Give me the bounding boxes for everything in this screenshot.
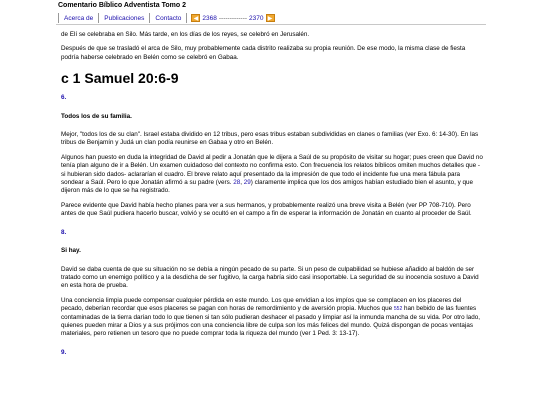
verse-number-6[interactable]: 6. xyxy=(61,94,67,102)
paragraph: Después de que se trasladó el arca de Silo, muy probablemente cada distrito realizaba su propia reunión. De ese modo, la misma clase de fiesta podría haberse celebrado en Belén como se celebró en Gabaa. xyxy=(61,45,466,61)
paragraph-text: , xyxy=(240,179,242,187)
paragraph-text: han bebido de las fuentes contaminadas de la tierra darían todo lo que tienen si tan sólo pudieran deshacer el pasado y limpiar así la inmunda mancha de su vida. Por otro lado, quienes pueden mirar a Dios y a sus prójimos con una conciencia libre de culpa son los más felices del mundo. Quizá dispongan de pocas ventajas materiales, pero retienen un tesoro que no puede comprar toda la riqueza del mundo (ver 1 Ped. 3: 13-17). xyxy=(61,305,480,338)
verse-heading-6: Todos los de su familia. xyxy=(61,112,132,120)
nav-publications-link[interactable]: Publicaciones xyxy=(104,14,145,22)
page-dashes: ------------- xyxy=(218,14,248,22)
prev-page-number[interactable]: 2368 xyxy=(202,14,217,22)
paragraph xyxy=(61,297,484,339)
verse-ref-link[interactable]: 28 xyxy=(233,179,241,187)
paragraph-text: Algunos han puesto en duda la integridad de David al pedir a Jonatán que le dijera a Saúl de su propósito de visitar su hogar; pues creen que David no tenía plan alguno de ir a Belén. Un examen cuidadoso del contexto no confirma esto. Con frecuencia los relatos bíblicos omiten muchos detalles que -si hubieran sido dados- aclararían el cuadro. El breve relato aquí presentado da la impresión de que todo el incidente fue una mera fábula para sondear a Saúl. Pero lo que Jonatán afirmó a su padre (vers. xyxy=(61,153,483,187)
verse-number-9[interactable]: 9. xyxy=(61,348,67,356)
book-title: Comentario Bíblico Adventista Tomo 2 xyxy=(58,2,186,9)
verse-number-8[interactable]: 8. xyxy=(61,228,67,236)
nav-about-link[interactable]: Acerca de xyxy=(64,14,94,22)
paragraph-text: ) claramente implica que los dos amigos habían estudiado bien el asunto, y que dijeron más de lo que se ha registrado. xyxy=(61,179,474,195)
paragraph: de Elí se celebraba en Silo. Más tarde, en los días de los reyes, se celebró en Jerusalén. xyxy=(61,31,310,38)
nav-contact-link[interactable]: Contacto xyxy=(155,14,182,22)
paragraph: Parece evidente que David había hecho planes para ver a sus hermanos, y probablemente realizó una breve visita a Belén (ver PP 708-710). Pero antes de que Saúl pudiera hacerlo buscar, volvió y se ocultó en el campo a fin de esperar la información de Jonatán en cuanto al proceder de Saúl. xyxy=(61,201,472,218)
paragraph: Mejor, "todos los de su clan". Israel estaba dividido en 12 tribus, pero esas tribus estaban subdivididas en clanes o familias (ver Exo. 6: 14-30). En las tribus de Benjamín y Judá un clan podía reunirse en Gabaa y otro en Belén. xyxy=(61,131,479,147)
prev-page-arrow-icon[interactable]: ◀ xyxy=(191,14,200,22)
verse-ref-link[interactable]: 29 xyxy=(243,179,251,187)
paragraph xyxy=(61,154,484,196)
next-page-number[interactable]: 2370 xyxy=(249,14,264,22)
page-header xyxy=(0,0,540,24)
top-nav xyxy=(58,12,279,24)
verse-heading-8: Si hay. xyxy=(61,247,81,255)
page-navigator xyxy=(187,14,278,22)
paragraph-text: Una conciencia limpia puede compensar cualquier pérdida en este mundo. Los que envidian a los impíos que se complacen en los placeres del pecado, deberían recordar que esos placeres se pagan con horas de remordimiento y de aversión propia. Muchos que xyxy=(61,296,462,313)
page-marker: 552 xyxy=(393,306,403,313)
next-page-arrow-icon[interactable]: ▶ xyxy=(266,14,275,22)
paragraph: David se daba cuenta de que su situación no se debía a ningún pecado de su parte. Si un peso de culpabilidad se hubiese añadido al baldón de ser tratado como un enemigo político y a la desdicha de ser fugitivo, la carga habría sido casi insoportable. La seguridad de su inocencia sostuvo a David en esta hora de prueba. xyxy=(61,265,479,290)
section-title: c 1 Samuel 20:6-9 xyxy=(61,70,179,87)
commentary-content xyxy=(61,31,484,367)
header-rule xyxy=(56,24,486,25)
